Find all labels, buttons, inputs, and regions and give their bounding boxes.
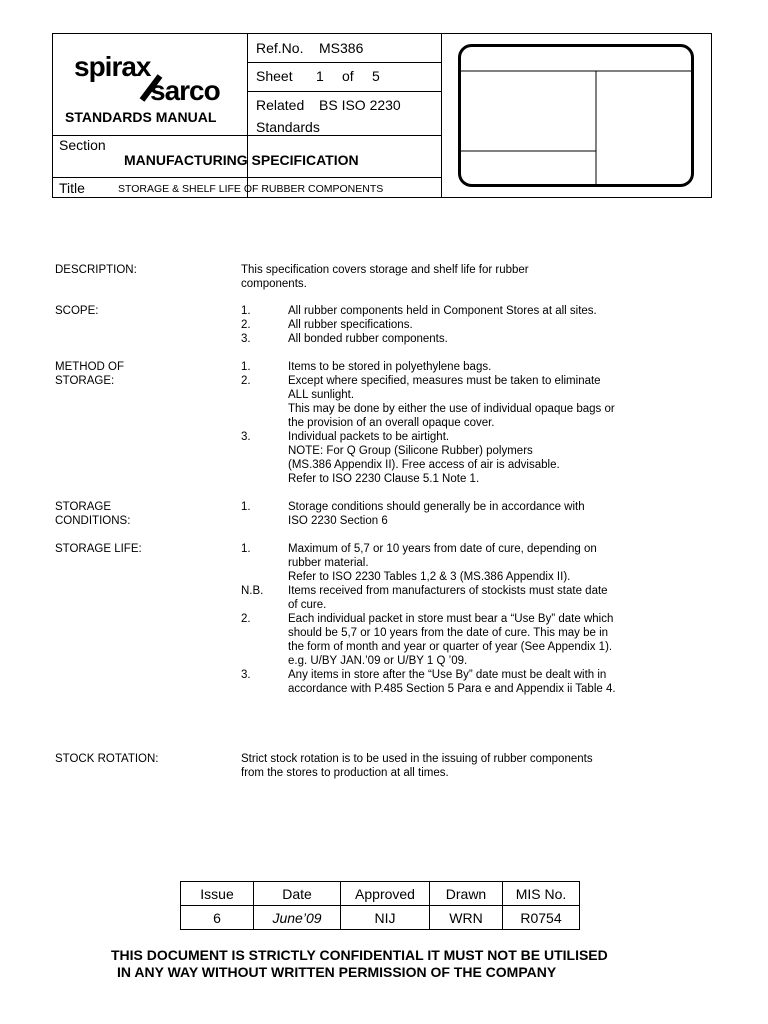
list-number: 3.	[241, 431, 251, 443]
related-standards: Standards	[256, 119, 320, 135]
sheet-total: 5	[372, 68, 380, 84]
table-header: Approved	[341, 882, 430, 906]
list-item: Items received from manufacturers of stockists must state date	[288, 585, 608, 597]
list-item: should be 5,7 or 10 years from the date of cure. This may be in	[288, 627, 609, 639]
list-item: Except where specified, measures must be taken to eliminate	[288, 375, 601, 387]
rotation-label: STOCK ROTATION:	[55, 753, 159, 765]
table-row	[181, 882, 580, 906]
list-item: e.g. U/BY JAN.’09 or U/BY 1 Q ’09.	[288, 655, 468, 667]
section-label: Section	[59, 137, 106, 153]
standards-manual-label: STANDARDS MANUAL	[65, 109, 217, 125]
list-item: the form of month and year or quarter of year (See Appendix 1).	[288, 641, 613, 653]
ref-label: Ref.No.	[256, 40, 304, 56]
confidential-notice: IN ANY WAY WITHOUT WRITTEN PERMISSION OF THE COMPANY	[117, 964, 557, 980]
list-item: Refer to ISO 2230 Tables 1,2 & 3 (MS.386 Appendix II).	[288, 571, 571, 583]
list-number: 1.	[241, 305, 251, 317]
list-item: accordance with P.485 Section 5 Para e and Appendix ii Table 4.	[288, 683, 616, 695]
table-header: Date	[254, 882, 341, 906]
list-number: 1.	[241, 543, 251, 555]
list-item: NOTE: For Q Group (Silicone Rubber) polymers	[288, 445, 533, 457]
method-label: METHOD OF	[55, 361, 124, 373]
list-number: N.B.	[241, 585, 264, 597]
life-label: STORAGE LIFE:	[55, 543, 142, 555]
description-line: components.	[241, 278, 307, 290]
list-number: 2.	[241, 375, 251, 387]
spirax-sarco-logo	[72, 52, 237, 104]
list-item: All rubber components held in Component Stores at all sites.	[288, 305, 597, 317]
list-number: 2.	[241, 319, 251, 331]
rotation-line: from the stores to production at all times.	[241, 767, 449, 779]
sheet-number: 1	[316, 68, 324, 84]
description-label: DESCRIPTION:	[55, 264, 137, 276]
table-cell: 6	[181, 906, 254, 930]
list-number: 1.	[241, 361, 251, 373]
table-row	[181, 906, 580, 930]
section-value: MANUFACTURING SPECIFICATION	[124, 152, 359, 168]
list-number: 1.	[241, 501, 251, 513]
list-item: Refer to ISO 2230 Clause 5.1 Note 1.	[288, 473, 480, 485]
header-divider	[247, 91, 441, 92]
conditions-label: CONDITIONS:	[55, 515, 131, 527]
list-number: 3.	[241, 669, 251, 681]
drawing-frame-graphic	[458, 44, 694, 187]
method-label: STORAGE:	[55, 375, 115, 387]
list-item: All bonded rubber components.	[288, 333, 448, 345]
related-label: Related	[256, 97, 305, 113]
header-divider	[247, 62, 441, 63]
table-cell: WRN	[430, 906, 503, 930]
svg-text:spirax: spirax	[74, 52, 151, 82]
header-divider	[52, 177, 441, 178]
list-item: ISO 2230 Section 6	[288, 515, 388, 527]
scope-label: SCOPE:	[55, 305, 99, 317]
confidential-notice: THIS DOCUMENT IS STRICTLY CONFIDENTIAL IT MUST NOT BE UTILISED	[111, 947, 608, 963]
related-value: BS ISO 2230	[319, 97, 401, 113]
title-label: Title	[59, 180, 85, 196]
list-item: This may be done by either the use of individual opaque bags or	[288, 403, 615, 415]
list-item: ALL sunlight.	[288, 389, 355, 401]
list-item: rubber material.	[288, 557, 369, 569]
list-item: All rubber specifications.	[288, 319, 413, 331]
list-item: Individual packets to be airtight.	[288, 431, 450, 443]
table-cell: NIJ	[341, 906, 430, 930]
list-number: 2.	[241, 613, 251, 625]
conditions-label: STORAGE	[55, 501, 112, 513]
list-item: Each individual packet in store must bear a “Use By” date which	[288, 613, 614, 625]
table-header: MIS No.	[503, 882, 580, 906]
list-item: Storage conditions should generally be in accordance with	[288, 501, 585, 513]
list-item: Maximum of 5,7 or 10 years from date of cure, depending on	[288, 543, 597, 555]
table-header: Issue	[181, 882, 254, 906]
list-item: the provision of an overall opaque cover.	[288, 417, 495, 429]
sheet-of: of	[342, 68, 354, 84]
table-header: Drawn	[430, 882, 503, 906]
description-line: This specification covers storage and shelf life for rubber	[241, 264, 529, 276]
title-value: STORAGE & SHELF LIFE OF RUBBER COMPONENTS	[118, 183, 384, 195]
issue-table	[180, 881, 580, 930]
list-item: (MS.386 Appendix II). Free access of air is advisable.	[288, 459, 560, 471]
sheet-label: Sheet	[256, 68, 293, 84]
ref-value: MS386	[319, 40, 364, 56]
list-item: Any items in store after the “Use By” date must be dealt with in	[288, 669, 607, 681]
table-cell: R0754	[503, 906, 580, 930]
rotation-line: Strict stock rotation is to be used in the issuing of rubber components	[241, 753, 593, 765]
table-cell: June’09	[254, 906, 341, 930]
header-divider	[247, 33, 248, 198]
list-item: of cure.	[288, 599, 327, 611]
list-item: Items to be stored in polyethylene bags.	[288, 361, 492, 373]
svg-text:sarco: sarco	[150, 75, 220, 104]
header-divider	[441, 33, 442, 198]
header-divider	[52, 135, 441, 136]
list-number: 3.	[241, 333, 251, 345]
